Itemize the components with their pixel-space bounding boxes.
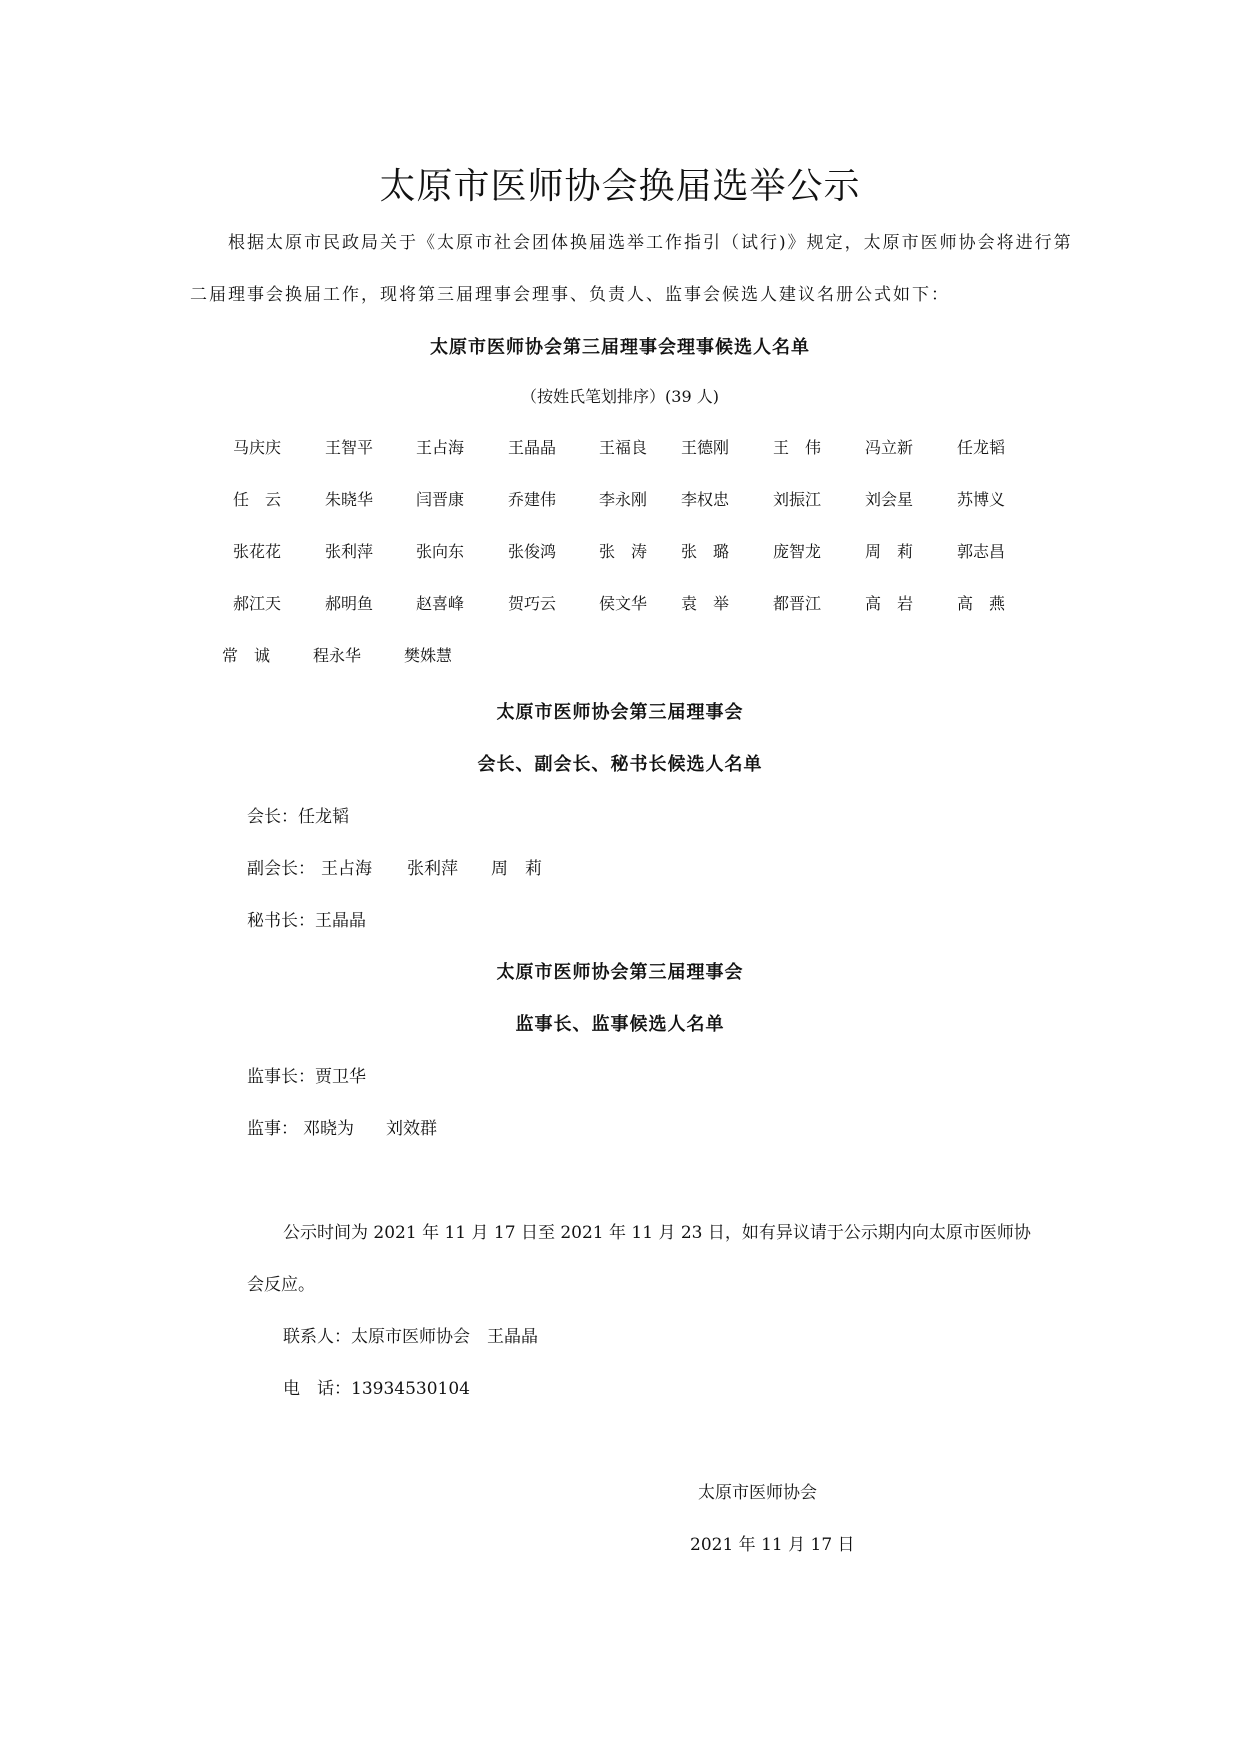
supervisors-label: 监事： — [247, 1119, 298, 1139]
section3-heading-1: 太原市医师协会第三届理事会 — [496, 962, 744, 983]
candidate-name: 刘振江 — [773, 490, 822, 509]
candidate-name: 苏博义 — [957, 490, 1006, 509]
supervisor-name: 邓晓为 — [303, 1119, 354, 1139]
signature-date: 2021 年 11 月 17 日 — [690, 1535, 855, 1555]
notice-line-2: 会反应。 — [247, 1275, 315, 1295]
section1-note: （按姓氏笔划排序）(39 人) — [521, 387, 719, 406]
president-line: 会长：任龙韬 — [247, 807, 349, 827]
candidate-name: 张俊鸿 — [508, 542, 557, 561]
candidate-name: 王智平 — [325, 438, 374, 457]
contact-line: 联系人：太原市医师协会 王晶晶 — [283, 1327, 538, 1347]
candidate-name: 张 璐 — [681, 542, 730, 561]
candidate-name: 王德刚 — [681, 438, 730, 457]
candidate-name: 樊姝慧 — [404, 646, 453, 665]
intro-line-1: 根据太原市民政局关于《太原市社会团体换届选举工作指引（试行)》规定，太原市医师协会将进行第 — [228, 233, 1073, 253]
candidate-name: 郝江天 — [233, 594, 282, 613]
section2-heading-2: 会长、副会长、秘书长候选人名单 — [477, 754, 763, 775]
candidate-name: 乔建伟 — [508, 490, 557, 509]
candidate-name: 郭志昌 — [957, 542, 1006, 561]
candidate-name: 张利萍 — [325, 542, 374, 561]
candidate-name: 常 诚 — [222, 646, 271, 665]
candidate-name: 都晋江 — [773, 594, 822, 613]
candidate-name: 侯文华 — [599, 594, 648, 613]
vice-president-label: 副会长： — [247, 859, 315, 879]
candidate-name: 李永刚 — [599, 490, 648, 509]
chief-supervisor-line: 监事长：贾卫华 — [247, 1067, 366, 1087]
candidate-name: 任龙韬 — [957, 438, 1006, 457]
notice-line-1: 公示时间为 2021 年 11 月 17 日至 2021 年 11 月 23 日，如有异议请于公示期内向太原市医师协 — [283, 1223, 1031, 1243]
candidate-name: 贺巧云 — [508, 594, 557, 613]
candidate-name: 朱晓华 — [325, 490, 374, 509]
candidate-name: 赵喜峰 — [416, 594, 465, 613]
intro-line-2: 二届理事会换届工作，现将第三届理事会理事、负责人、监事会候选人建议名册公式如下： — [190, 285, 950, 305]
secretary-line: 秘书长：王晶晶 — [247, 911, 366, 931]
section1-heading: 太原市医师协会第三届理事会理事候选人名单 — [430, 337, 810, 358]
candidate-name: 李权忠 — [681, 490, 730, 509]
section2-heading-1: 太原市医师协会第三届理事会 — [496, 702, 744, 723]
vice-president-name: 王占海 — [321, 859, 372, 879]
candidate-name: 马庆庆 — [233, 438, 282, 457]
candidate-name: 张 涛 — [599, 542, 648, 561]
document-title: 太原市医师协会换届选举公示 — [379, 166, 861, 207]
candidate-name: 王晶晶 — [508, 438, 557, 457]
vice-president-name: 张利萍 — [407, 859, 458, 879]
phone-line: 电 话：13934530104 — [283, 1379, 470, 1399]
signature-organization: 太原市医师协会 — [698, 1483, 817, 1503]
candidate-name: 王福良 — [599, 438, 648, 457]
candidate-name: 冯立新 — [865, 438, 914, 457]
candidate-name: 袁 举 — [681, 594, 730, 613]
candidate-name: 王占海 — [416, 438, 465, 457]
candidate-name: 郝明鱼 — [325, 594, 374, 613]
supervisor-name: 刘效群 — [386, 1119, 437, 1139]
candidate-name: 张花花 — [233, 542, 282, 561]
candidate-name: 程永华 — [313, 646, 362, 665]
candidate-name: 刘会星 — [865, 490, 914, 509]
candidate-name: 任 云 — [233, 490, 282, 509]
section3-heading-2: 监事长、监事候选人名单 — [515, 1014, 725, 1035]
candidate-name: 王 伟 — [773, 438, 822, 457]
candidate-name: 庞智龙 — [773, 542, 822, 561]
candidate-name: 张向东 — [416, 542, 465, 561]
candidate-name: 闫晋康 — [416, 490, 465, 509]
candidate-name: 高 燕 — [957, 594, 1006, 613]
vice-president-name: 周 莉 — [491, 859, 542, 879]
candidate-name: 高 岩 — [865, 594, 914, 613]
candidate-name: 周 莉 — [865, 542, 914, 561]
